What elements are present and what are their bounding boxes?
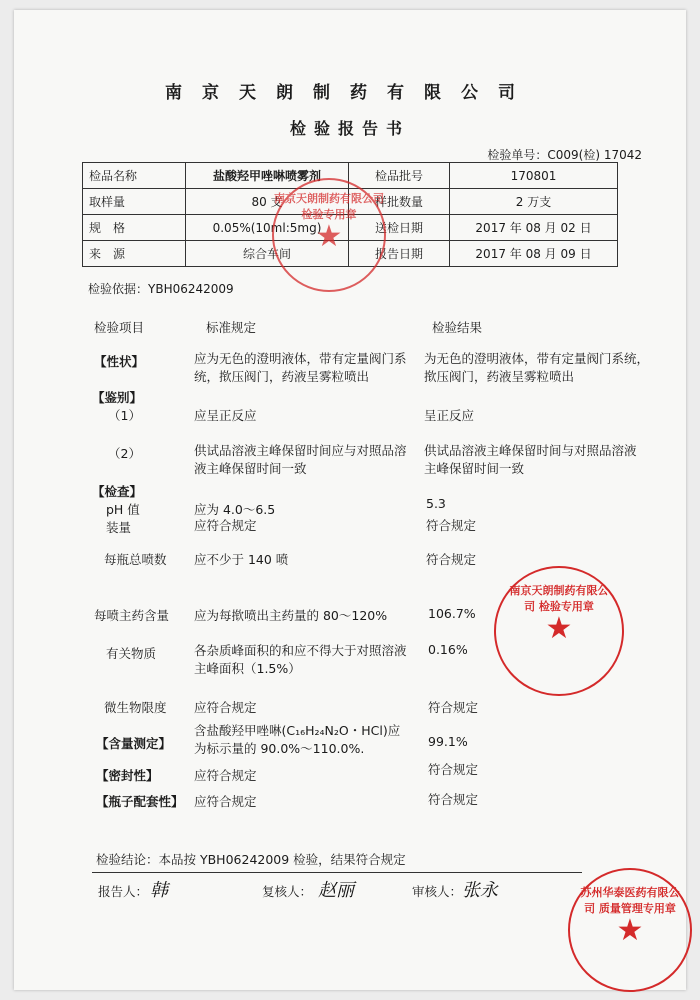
seal-stamp (568, 868, 692, 992)
divider (92, 872, 582, 873)
info-label: 规 格 (83, 215, 186, 241)
info-value: 2017 年 08 月 09 日 (450, 241, 618, 267)
company-name: 南京天朗制药有限公司 (165, 83, 535, 103)
seal-text: 南京天朗制药有限公司 检验专用章 (274, 192, 384, 221)
seal-stamp (494, 566, 624, 696)
info-value: 80 支 (186, 189, 349, 215)
row-standard: 应符合规定 (194, 700, 257, 715)
info-label: 检品名称 (83, 163, 186, 189)
row-result: 5.3 (426, 496, 446, 511)
test-basis: 检验依据：YBH06242009 (88, 282, 234, 296)
row-standard: 各杂质峰面积的和应不得大于对照溶液主峰面积（1.5%） (194, 643, 407, 676)
star-icon: ★ (616, 913, 644, 948)
report-number: 检验单号：C009(检) 17042 (487, 148, 642, 162)
row-item: 每喷主药含量 (94, 608, 170, 623)
row-item: 【密封性】 (96, 768, 159, 783)
column-header-result: 检验结果 (432, 320, 483, 335)
info-value: 2017 年 08 月 02 日 (450, 215, 618, 241)
info-label: 来 源 (83, 241, 186, 267)
reviewer-label: 复核人： (262, 884, 313, 899)
row-item: 有关物质 (106, 646, 157, 661)
reporter-signature: 韩 (150, 880, 168, 901)
approver-label: 审核人： (412, 884, 463, 899)
row-result: 106.7% (428, 606, 476, 621)
row-standard: 含盐酸羟甲唑啉(C₁₆H₂₄N₂O・HCl)应为标示量的 90.0%～110.0%. (194, 723, 401, 756)
row-result: 呈正反应 (424, 408, 475, 423)
info-label: 报告日期 (349, 241, 450, 267)
row-result: 符合规定 (428, 792, 479, 807)
row-item: 【含量测定】 (96, 736, 172, 751)
test-conclusion: 检验结论：本品按 YBH06242009 检验，结果符合规定 (96, 852, 406, 867)
info-value: 0.05%(10ml:5mg) (186, 215, 349, 241)
column-header-item: 检验项目 (94, 320, 145, 335)
reviewer-signature: 赵丽 (318, 880, 354, 901)
row-item: 微生物限度 (104, 700, 167, 715)
row-result: 0.16% (428, 642, 468, 657)
row-item: pH 值 (106, 502, 140, 517)
info-label: 送检日期 (349, 215, 450, 241)
info-value: 170801 (450, 163, 618, 189)
row-standard: 应符合规定 (194, 518, 257, 533)
row-standard: 应为每揿喷出主药量的 80～120% (194, 608, 388, 623)
row-standard: 应为 4.0～6.5 (194, 502, 276, 517)
row-item: 【鉴别】 (92, 390, 143, 405)
approver-signature: 张永 (462, 880, 498, 901)
info-value: 综合车间 (186, 241, 349, 267)
row-standard: 应符合规定 (194, 794, 257, 809)
document-title: 检验报告书 (289, 119, 410, 138)
seal-text: 苏州华泰医药有限公司 质量管理专用章 (580, 886, 680, 915)
info-value: 盐酸羟甲唑啉喷雾剂 (186, 163, 349, 189)
row-item: 【性状】 (94, 354, 145, 369)
row-item: 装量 (106, 520, 132, 535)
info-label: 检品批号 (349, 163, 450, 189)
row-standard: 应呈正反应 (194, 408, 257, 423)
row-result: 符合规定 (426, 518, 477, 533)
row-item: 每瓶总喷数 (104, 552, 167, 567)
info-label: 取样量 (83, 189, 186, 215)
seal-text: 南京天朗制药有限公司 检验专用章 (509, 584, 609, 613)
row-result: 99.1% (428, 734, 468, 749)
row-result: 为无色的澄明液体，带有定量阀门系统，揿压阀门，药液呈雾粒喷出 (424, 351, 650, 384)
info-value: 2 万支 (450, 189, 618, 215)
info-label: 样批数量 (349, 189, 450, 215)
row-standard: 供试品溶液主峰保留时间应与对照品溶液主峰保留时间一致 (194, 443, 407, 476)
row-item: 【瓶子配套性】 (96, 794, 184, 809)
row-result: 符合规定 (428, 700, 479, 715)
row-item: 【检查】 (92, 484, 143, 499)
row-result: 供试品溶液主峰保留时间与对照品溶液主峰保留时间一致 (424, 443, 637, 476)
row-result: 符合规定 (428, 762, 479, 777)
row-result: 符合规定 (426, 552, 477, 567)
star-icon: ★ (545, 611, 573, 646)
reporter-label: 报告人： (98, 884, 149, 899)
row-standard: 应符合规定 (194, 768, 257, 783)
row-item: （1） (108, 408, 141, 423)
row-item: （2） (108, 446, 141, 461)
row-standard: 应为无色的澄明液体，带有定量阀门系统，揿压阀门，药液呈雾粒喷出 (194, 351, 407, 384)
column-header-standard: 标准规定 (206, 320, 257, 335)
row-standard: 应不少于 140 喷 (194, 552, 289, 567)
star-icon: ★ (315, 219, 343, 254)
seal-stamp (272, 178, 386, 292)
